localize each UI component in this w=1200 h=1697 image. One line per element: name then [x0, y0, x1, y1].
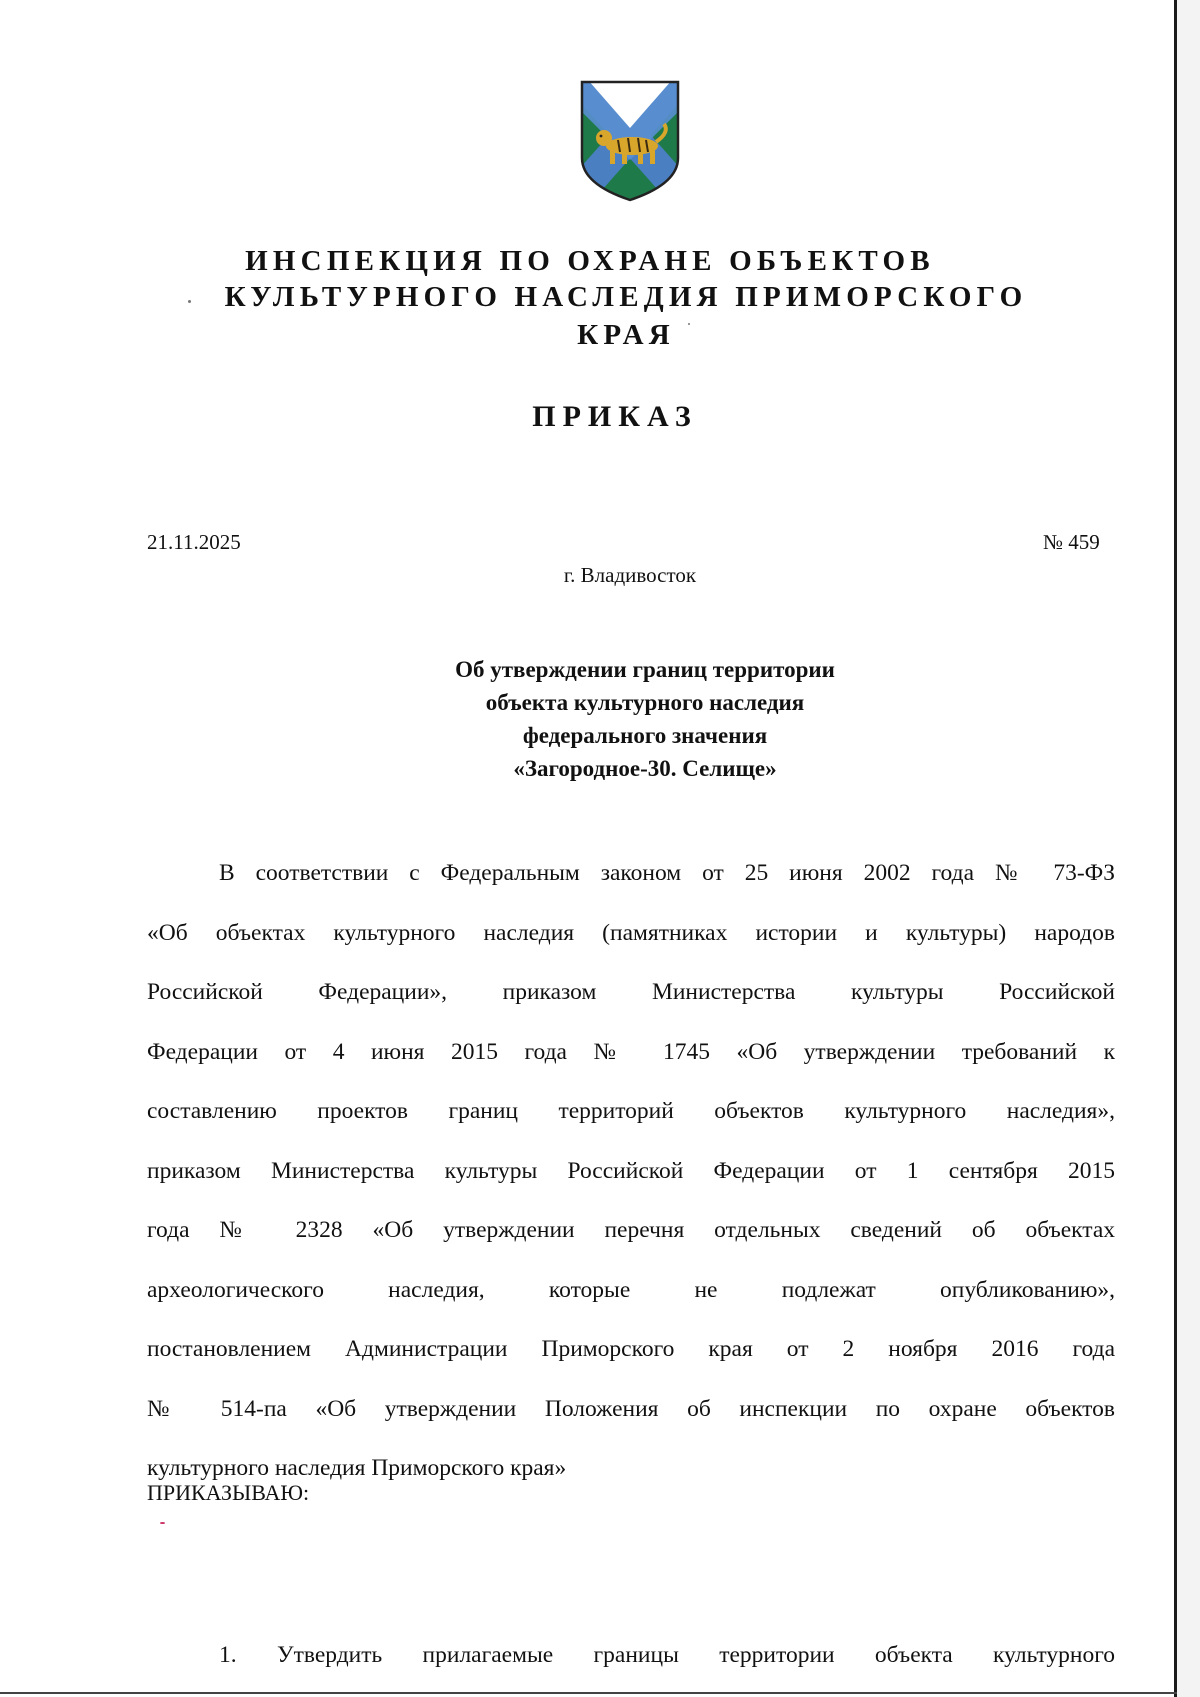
page-edge: [1174, 0, 1177, 1697]
document-city: г. Владивосток: [563, 563, 697, 587]
body-line: составлению проектов границ территорий объектов культурного наследия»,: [147, 1098, 1115, 1124]
subject-line: Об утверждении границ территории: [455, 657, 835, 682]
body-line: культурного наследия Приморского края»: [147, 1455, 567, 1481]
scan-margin: [1177, 0, 1200, 1697]
scan-speck: [688, 323, 690, 325]
body-line: археологического наследия, которые не подлежат опубликованию»,: [147, 1276, 1115, 1303]
document-date: 21.11.2025: [147, 530, 241, 554]
scan-speck: [160, 1522, 165, 1524]
document-subject: [395, 653, 895, 785]
body-line: «Об объектах культурного наследия (памятниках истории и культуры) народов: [147, 919, 1115, 946]
body-line: постановлением Администрации Приморского края от 2 ноября 2016 года: [147, 1336, 1115, 1362]
body-line: В соответствии с Федеральным законом от 25 июня 2002 года № 73-ФЗ: [219, 860, 1115, 886]
body-line: года № 2328 «Об утверждении перечня отдельных сведений об объектах: [147, 1217, 1115, 1243]
subject-line: объекта культурного наследия: [485, 690, 805, 715]
order-item: [147, 1640, 1115, 1670]
order-keyword: ПРИКАЗЫВАЮ:: [147, 1480, 310, 1505]
coat-of-arms-icon: [580, 80, 680, 202]
body-line: Российской Федерации», приказом Министерства культуры Российской: [147, 979, 1115, 1005]
document-type: ПРИКАЗ: [532, 400, 698, 433]
document-number: № 459: [1043, 530, 1100, 554]
subject-line: федерального значения: [522, 723, 768, 748]
scan-speck: [188, 300, 191, 303]
body-line: Федерации от 4 июня 2015 года № 1745 «Об утверждении требований к: [147, 1038, 1115, 1065]
body-line: № 514-па «Об утверждении Положения об инспекции по охране объектов: [147, 1395, 1115, 1422]
page-bottom-edge: [0, 1692, 1177, 1694]
org-title-line2: КУЛЬТУРНОГО НАСЛЕДИЯ ПРИМОРСКОГО КРАЯ: [224, 281, 1028, 351]
order-item-line: 1. Утвердить прилагаемые границы территории объекта культурного: [219, 1642, 1115, 1668]
subject-line: «Загородное-30. Селище»: [513, 756, 777, 781]
body-line: приказом Министерства культуры Российской Федерации от 1 сентября 2015: [147, 1157, 1115, 1184]
org-title-line1: ИНСПЕКЦИЯ ПО ОХРАНЕ ОБЪЕКТОВ: [245, 245, 935, 277]
preamble-text: [147, 844, 1115, 1499]
